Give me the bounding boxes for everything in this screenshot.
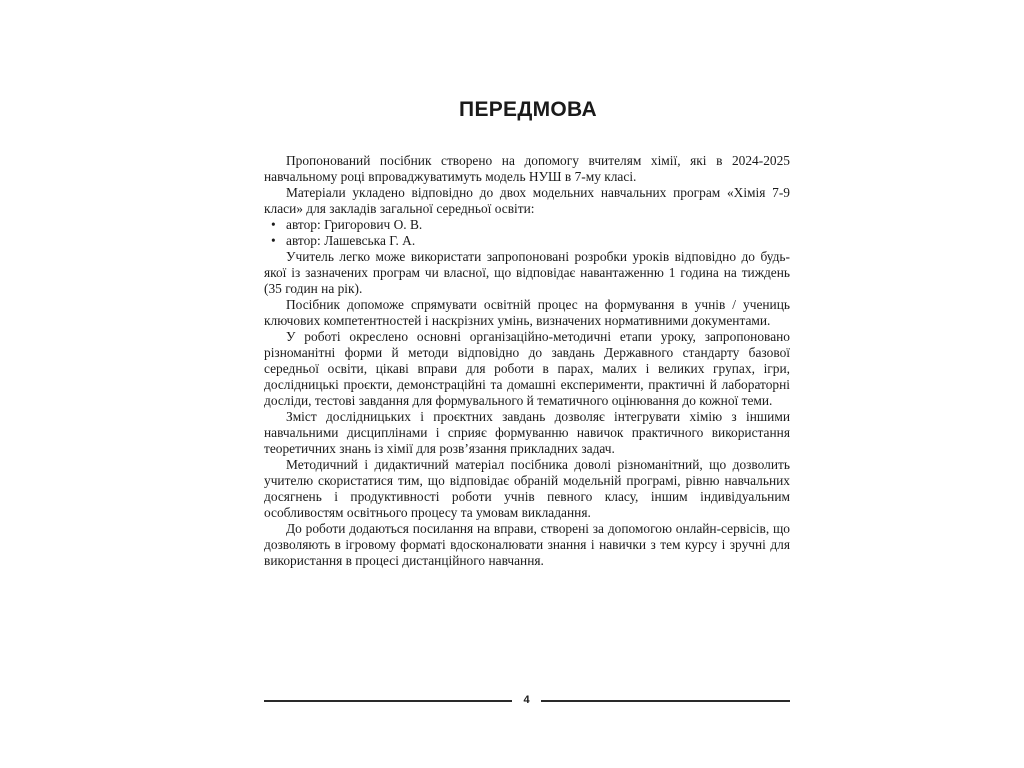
paragraph: Матеріали укладено відповідно до двох модельних навчальних програм «Хімія 7-9 класи» для закладів загальної середньої освіти: — [264, 185, 790, 216]
list-item-text: автор: Лашевська Г. А. — [286, 233, 416, 248]
bullet-icon: • — [271, 217, 276, 232]
paragraph: Методичний і дидактичний матеріал посібника доволі різноманітний, що дозволить учителю скористатися тим, що відповідає обраній модельній програмі, рівню навчальних досягнень і продуктивності роботи учнів певного класу, іншим індивідуальним особливостям освітнього процесу та умовам викладання. — [264, 457, 790, 520]
list-item — [264, 233, 790, 249]
paragraph: Учитель легко може використати запропоновані розробки уроків відповідно до будь-якої із зазначених програм чи власної, що відповідає навантаженню 1 година на тиждень (35 годин на рік). — [264, 249, 790, 296]
page-number: 4 — [523, 694, 530, 706]
paragraph: У роботі окреслено основні організаційно-методичні етапи уроку, запропоновано різноманітні форми й методи відповідно до завдань Державного стандарту базової середньої освіти, цікаві вправи для роботи в парах, малих і великих групах, ігри, дослідницькі проєкти, демонстраційні та домашні експерименти, практичні й лабораторні досліди, тестові завдання для формувального й тематичного оцінювання до кожної теми. — [264, 329, 790, 408]
paragraph: До роботи додаються посилання на вправи, створені за допомогою онлайн-сервісів, що дозволяють в ігровому форматі вдосконалювати знання і навички з тем курсу і зручні для використання в процесі дистанційного навчання. — [264, 521, 790, 568]
preface-text — [264, 153, 790, 569]
paragraph: Зміст дослідницьких і проєктних завдань дозволяє інтегрувати хімію з іншими навчальними дисциплінами і сприяє формуванню навичок практичного використання теоретичних знань із хімії для розв’язання прикладних задач. — [264, 409, 790, 456]
paragraph: Посібник допоможе спрямувати освітній процес на формування в учнів / учениць ключових компетентностей і наскрізних умінь, визначених нормативними документами. — [264, 297, 790, 328]
author-list — [264, 217, 790, 249]
list-item-text: автор: Григорович О. В. — [286, 217, 423, 232]
footer-divider-right — [541, 700, 790, 702]
paragraph: Пропонований посібник створено на допомогу вчителям хімії, які в 2024-2025 навчальному році впроваджуватимуть модель НУШ в 7-му класі. — [264, 153, 790, 184]
footer-divider-left — [264, 700, 512, 702]
page-title: ПЕРЕДМОВА — [459, 98, 597, 122]
list-item — [264, 217, 790, 233]
bullet-icon: • — [271, 233, 276, 248]
